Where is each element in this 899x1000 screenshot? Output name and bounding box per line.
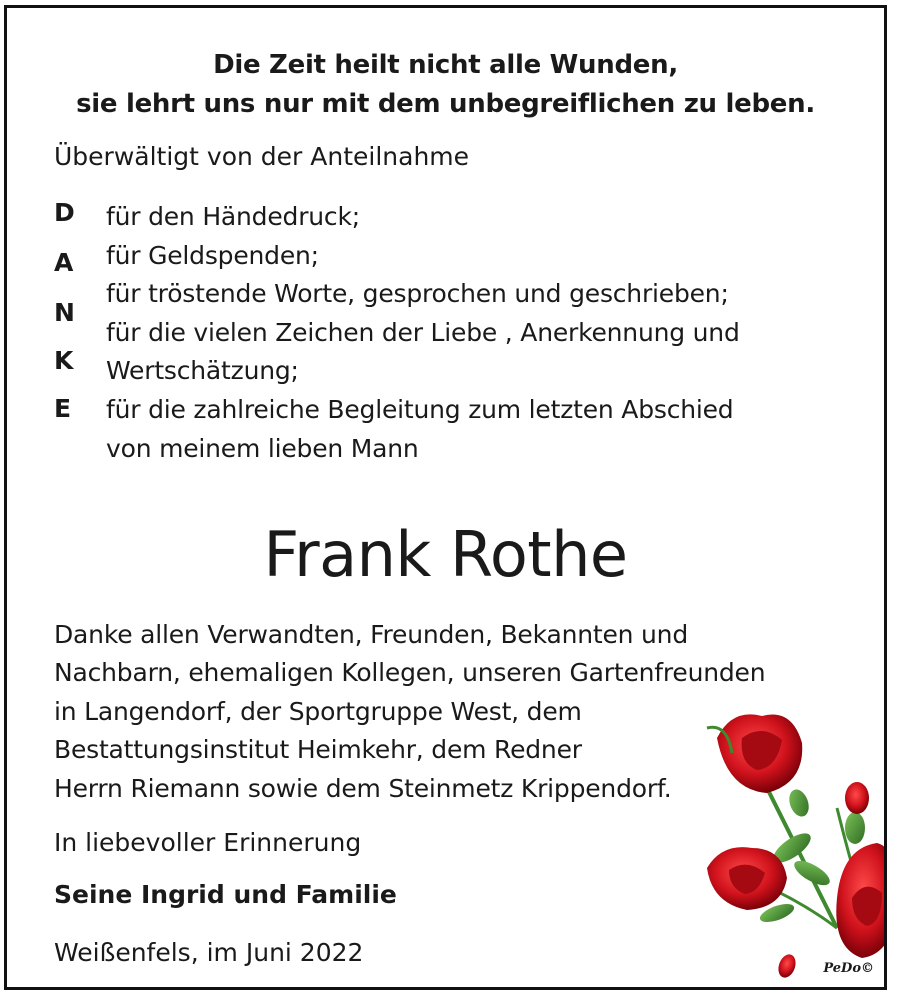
thanks-line: für den Händedruck; bbox=[106, 202, 360, 231]
thanks-line: Wertschätzung; bbox=[106, 356, 299, 386]
danke-letter-e: E bbox=[54, 394, 72, 423]
signature: Seine Ingrid und Familie bbox=[54, 880, 397, 909]
deceased-name: Frank Rothe bbox=[263, 518, 628, 591]
danke-letter-n: N bbox=[54, 298, 75, 327]
dedication-line: in Langendorf, der Sportgruppe West, dem bbox=[54, 696, 582, 726]
dedication bbox=[54, 616, 765, 808]
thanks-list bbox=[106, 198, 740, 468]
memory-text: In liebevoller Erinnerung bbox=[54, 828, 362, 857]
dedication-line: Herrn Riemann sowie dem Steinmetz Krippendorf. bbox=[54, 773, 672, 803]
notice-frame bbox=[4, 5, 887, 990]
thanks-line: von meinem lieben Mann bbox=[106, 433, 419, 463]
motto-line-1: Die Zeit heilt nicht alle Wunden, bbox=[213, 50, 678, 80]
danke-letter-d: D bbox=[54, 198, 75, 227]
dedication-line: Bestattungsinstitut Heimkehr, dem Redner bbox=[54, 735, 582, 765]
intro-text: Überwältigt von der Anteilnahme bbox=[54, 142, 470, 171]
thanks-line: für die vielen Zeichen der Liebe , Anerkennung und bbox=[106, 317, 740, 347]
motto-line-2: sie lehrt uns nur mit dem unbegreiflichen zu leben. bbox=[76, 89, 815, 119]
danke-letter-a: A bbox=[54, 248, 74, 277]
danke-letter-k: K bbox=[54, 346, 74, 375]
thanks-line: für die zahlreiche Begleitung zum letzten Abschied bbox=[106, 394, 734, 424]
motto bbox=[7, 46, 884, 124]
place-date: Weißenfels, im Juni 2022 bbox=[54, 938, 364, 967]
dedication-line: Nachbarn, ehemaligen Kollegen, unseren Gartenfreunden bbox=[54, 658, 766, 688]
dedication-line: Danke allen Verwandten, Freunden, Bekannten und bbox=[54, 620, 688, 649]
thanks-line: für tröstende Worte, gesprochen und geschrieben; bbox=[106, 279, 729, 309]
thanks-line: für Geldspenden; bbox=[106, 240, 319, 270]
copyright-mark: PeDo© bbox=[823, 961, 874, 976]
